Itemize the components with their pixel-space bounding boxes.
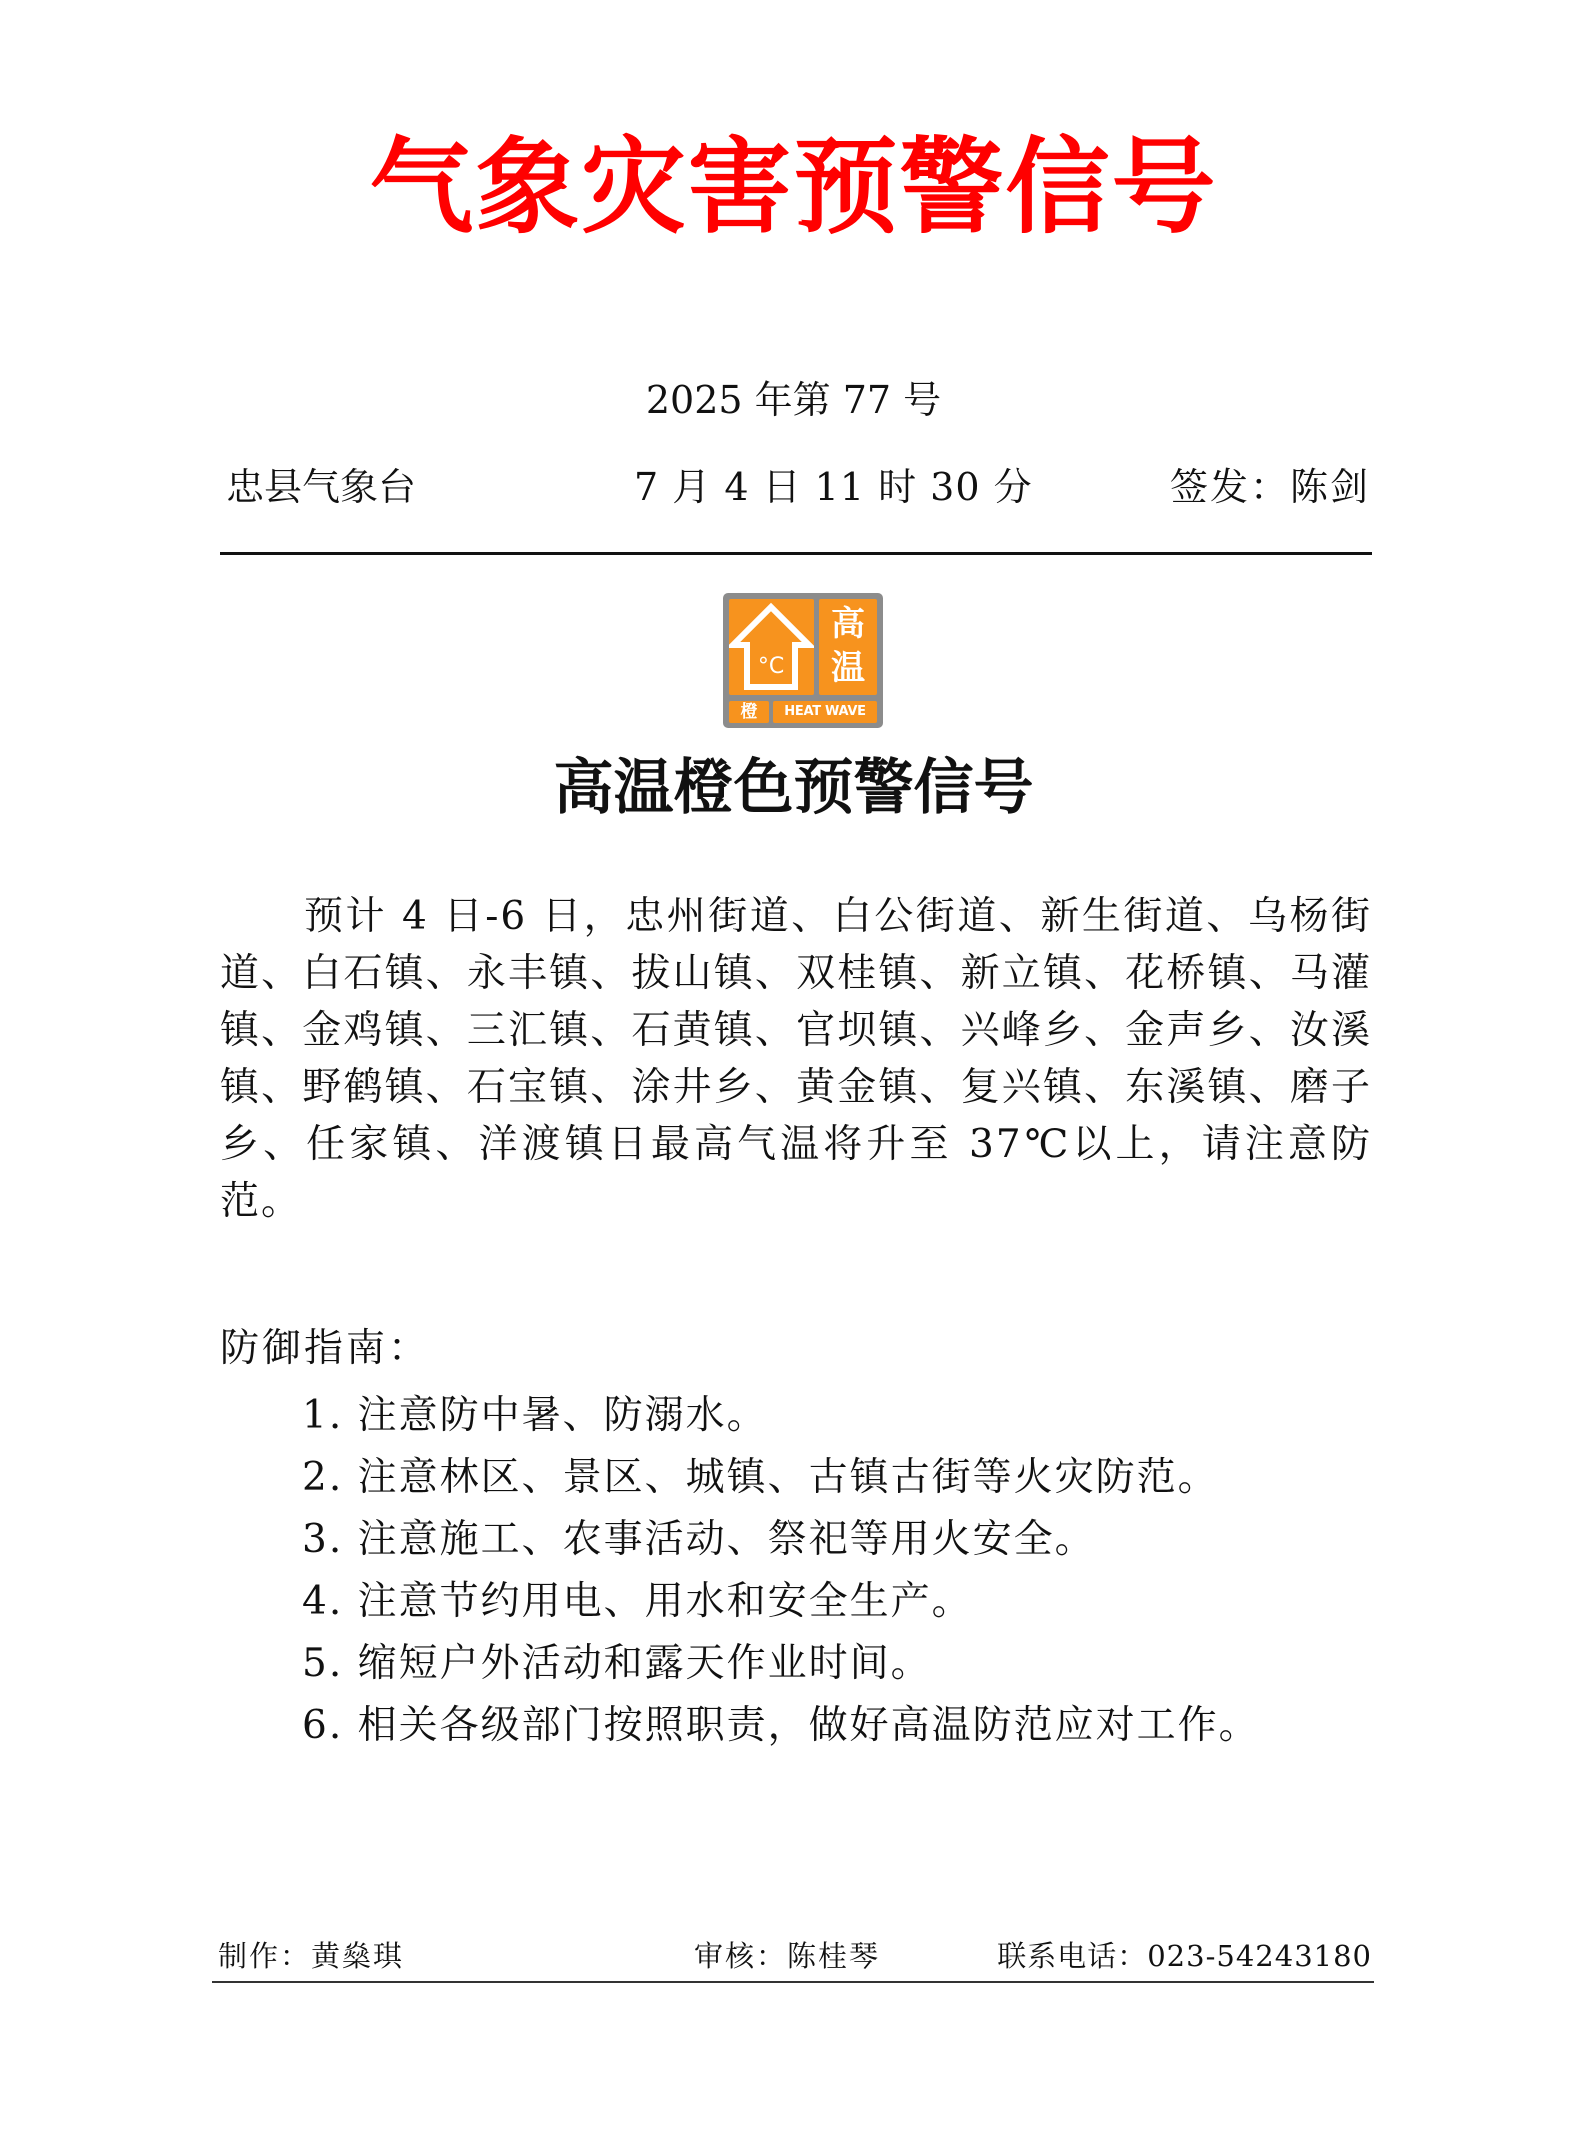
- footer-reviewer: 审核：陈桂琴: [694, 1939, 881, 1973]
- signer: 签发：陈剑: [1169, 465, 1370, 509]
- heat-wave-orange-signal-icon: [723, 593, 883, 728]
- header-divider: [220, 552, 1372, 555]
- footer-maker: 制作：黄燊琪: [218, 1939, 405, 1973]
- icon-label-bottom: 温: [831, 648, 865, 688]
- icon-label-top: 高: [831, 604, 865, 644]
- icon-chinese-label: [819, 599, 877, 695]
- guide-item: 6. 相关各级部门按照职责，做好高温防范应对工作。: [302, 1703, 1260, 1748]
- guide-item: 5. 缩短户外活动和露天作业时间。: [302, 1641, 932, 1686]
- defense-guide-list: [302, 1385, 1260, 1757]
- temperature-up-arrow-icon: [729, 599, 814, 695]
- footer-divider: [212, 1981, 1374, 1983]
- guide-item: 3. 注意施工、农事活动、祭祀等用火安全。: [302, 1517, 1096, 1562]
- icon-english-label: HEAT WAVE: [773, 701, 877, 723]
- thermometer-arrow-icon: [729, 599, 814, 695]
- guide-item: 4. 注意节约用电、用水和安全生产。: [302, 1579, 973, 1624]
- guide-item: 1. 注意防中暑、防溺水。: [302, 1393, 768, 1438]
- celsius-unit: °C: [757, 654, 785, 679]
- issue-time: 7 月 4 日 11 时 30 分: [634, 465, 1033, 509]
- warning-body-text: 预计 4 日-6 日，忠州街道、白公街道、新生街道、乌杨街道、白石镇、永丰镇、拔山镇、双桂镇、新立镇、花桥镇、马灌镇、金鸡镇、三汇镇、石黄镇、官坝镇、兴峰乡、金声乡、汝溪镇、野鹤镇、石宝镇、涂井乡、黄金镇、复兴镇、东溪镇、磨子乡、任家镇、洋渡镇日最高气温将升至 37℃以上，请注意防范。: [220, 894, 1372, 1224]
- document-title: 气象灾害预警信号: [369, 125, 1218, 248]
- defense-guide-heading: 防御指南：: [220, 1326, 431, 1371]
- signal-title: 高温橙色预警信号: [553, 753, 1034, 823]
- issuing-organization: 忠县气象台: [226, 465, 417, 509]
- footer-contact-phone: 联系电话：023-54243180: [997, 1939, 1372, 1973]
- issue-meta-row: [222, 462, 1370, 512]
- icon-level-label: 橙: [729, 701, 769, 723]
- guide-item: 2. 注意林区、景区、城镇、古镇古街等火灾防范。: [302, 1455, 1219, 1500]
- issue-number: 2025 年第 77 号: [645, 378, 942, 422]
- footer-row: [218, 1936, 1372, 1976]
